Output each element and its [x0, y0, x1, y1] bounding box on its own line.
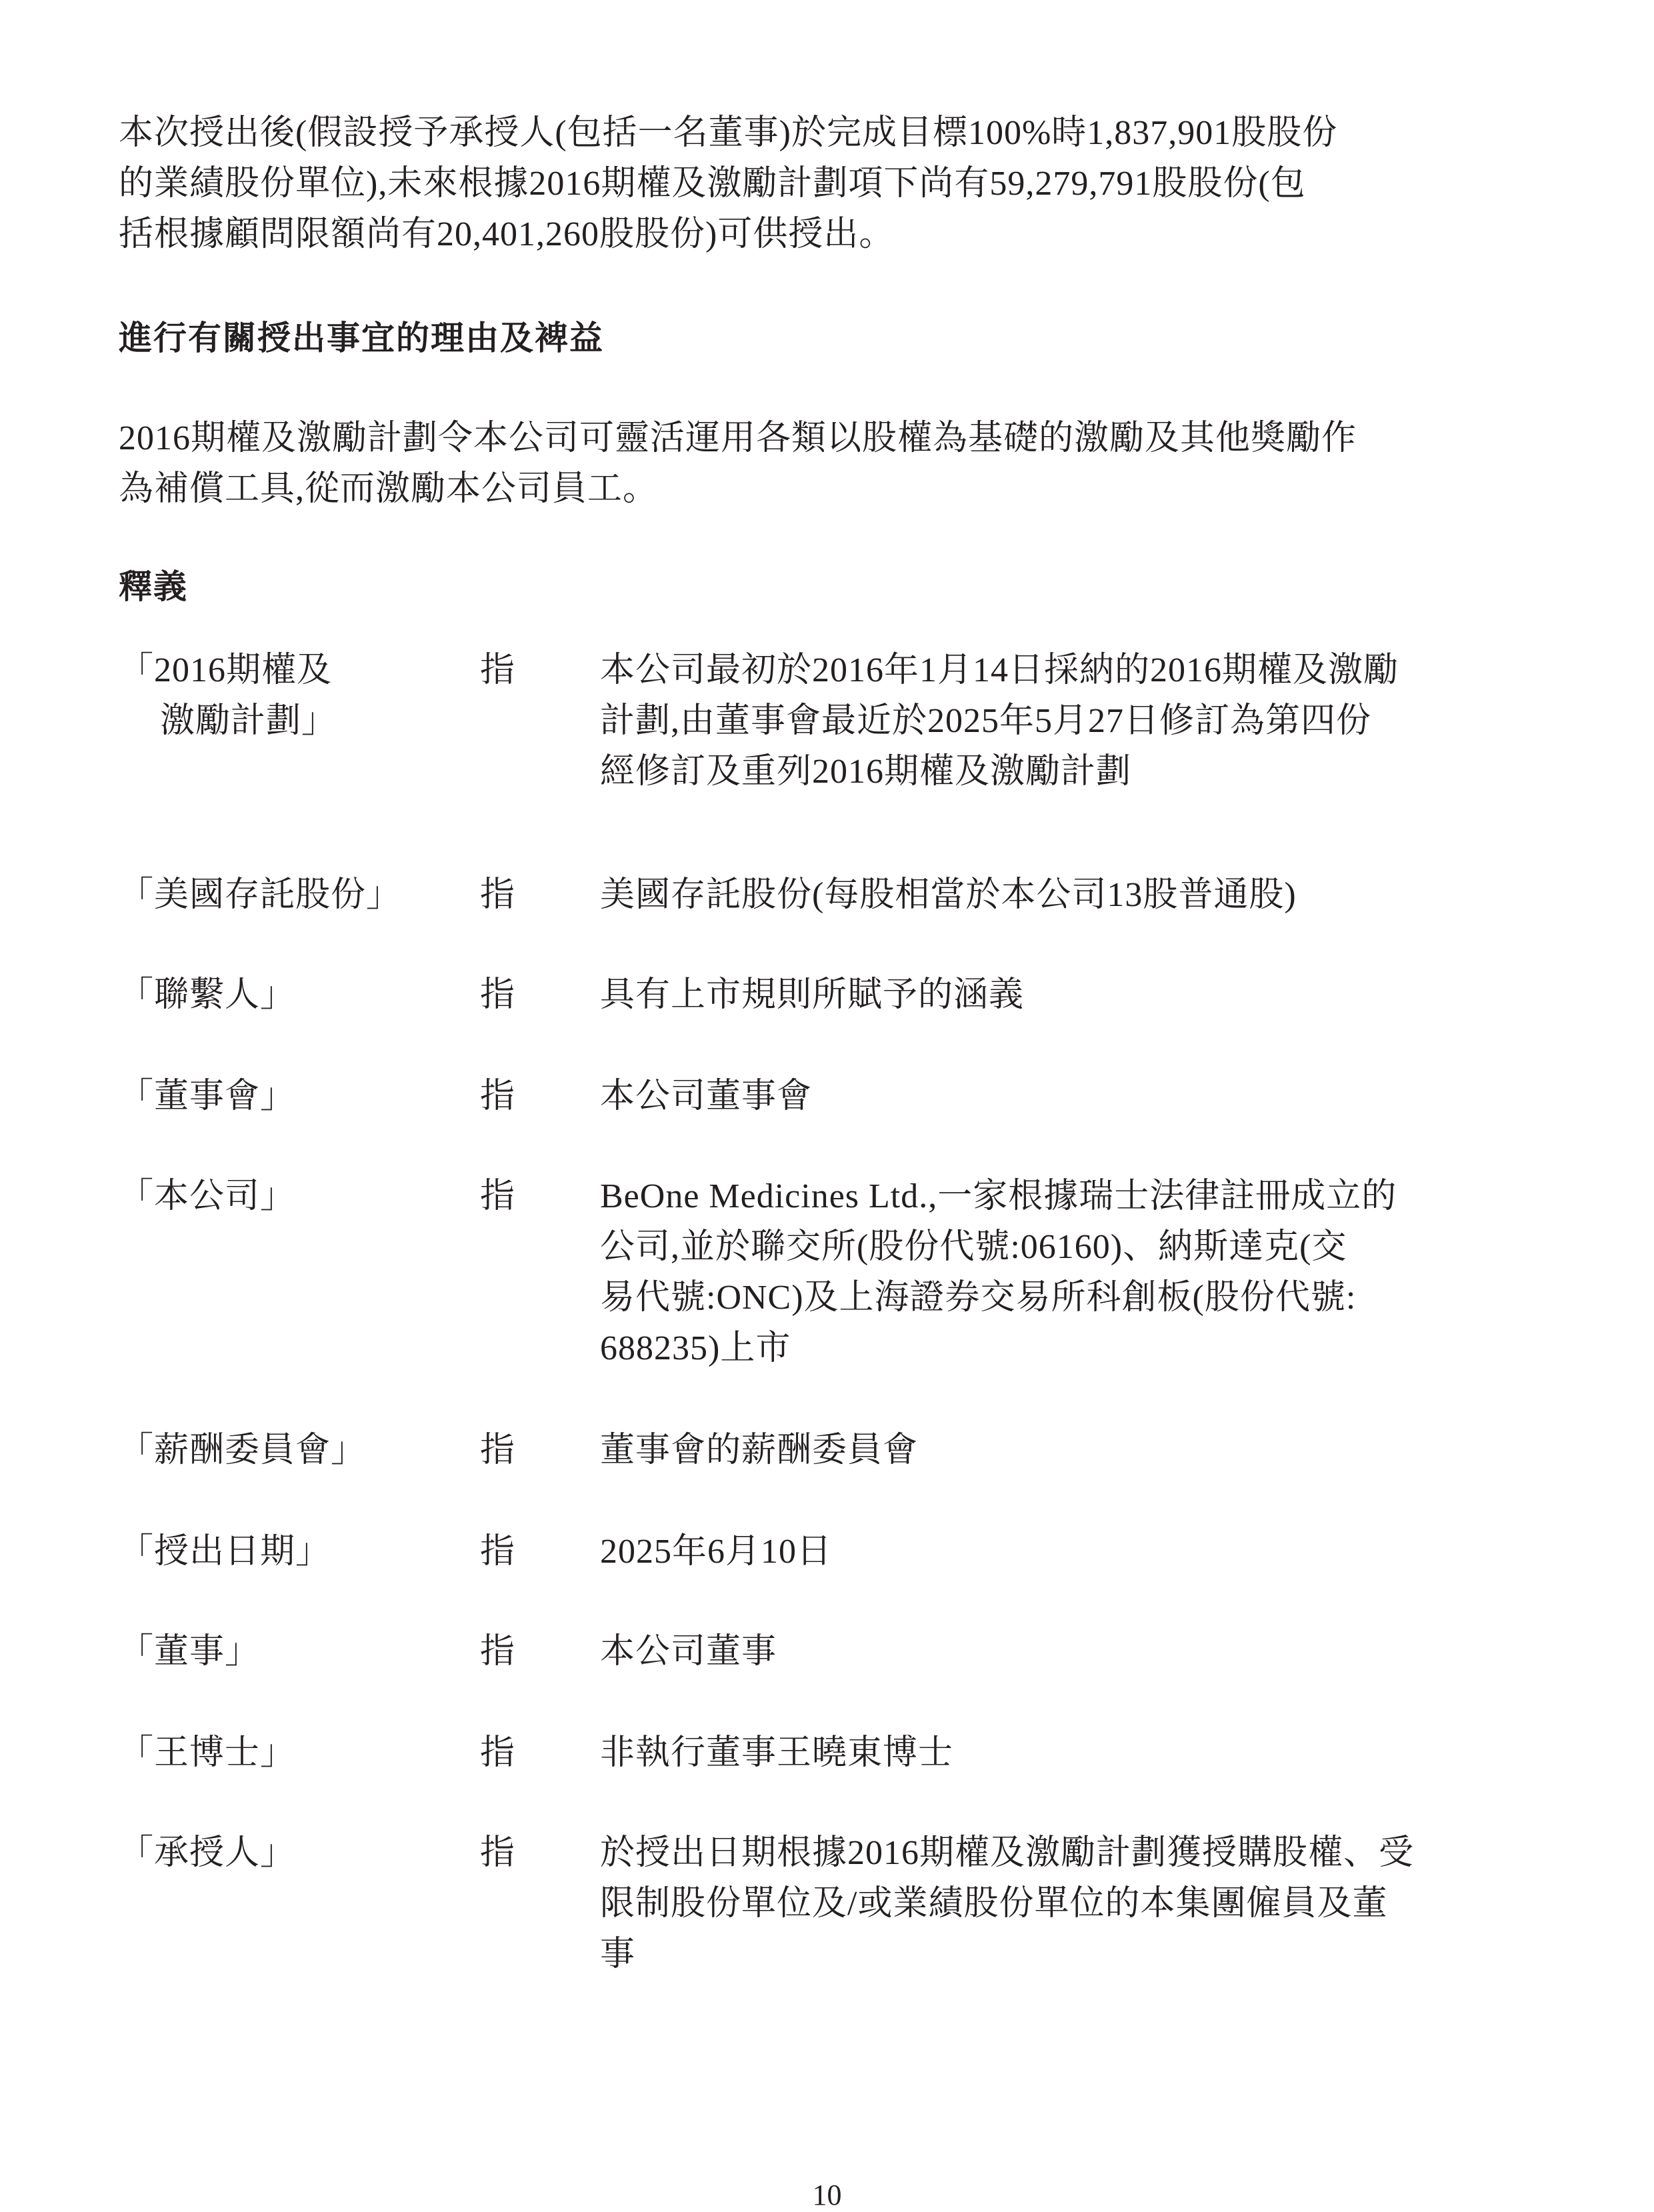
- text-line: 公司,並於聯交所(股份代號:06160)、納斯達克(交: [600, 1228, 1347, 1266]
- text-line: 2025年6月10日: [600, 1533, 833, 1571]
- text-line: 本次授出後(假設授予承授人(包括一名董事)於完成目標100%時1,837,901股股份: [119, 114, 1338, 152]
- text-line: 計劃,由董事會最近於2025年5月27日修訂為第四份: [600, 702, 1372, 740]
- definition-text: [600, 645, 1560, 797]
- text-line: 於授出日期根據2016期權及激勵計劃獲授購股權、受: [600, 1834, 1415, 1872]
- definition-row: [119, 1071, 1559, 1125]
- text-line: 本公司最初於2016年1月14日採納的2016期權及激勵: [600, 651, 1399, 689]
- text-line: 董事會的薪酬委員會: [600, 1431, 919, 1469]
- text-line: 本公司董事: [600, 1633, 777, 1671]
- definition-term: 「承授人」: [119, 1834, 296, 1872]
- means-label: 指: [480, 1533, 515, 1571]
- means-label: 指: [480, 651, 515, 689]
- definition-term: 「聯繫人」: [119, 976, 296, 1014]
- definition-term: 「董事會」: [119, 1077, 296, 1115]
- text-line: 本公司董事會: [600, 1077, 813, 1115]
- text-line: 為補償工具,從而激勵本公司員工。: [119, 470, 659, 508]
- definition-text: [600, 1728, 1560, 1779]
- paragraph-remaining-shares: [119, 108, 1559, 260]
- definition-text: [600, 1627, 1560, 1677]
- means-label: 指: [480, 1177, 515, 1215]
- means-label: 指: [480, 1431, 515, 1469]
- text-line: 事: [600, 1935, 636, 1973]
- text-line: 688235)上市: [600, 1329, 791, 1367]
- section-heading-reasons: 進行有關授出事宜的理由及裨益: [119, 319, 604, 357]
- term-line: 「2016期權及: [119, 651, 333, 689]
- definition-text: [600, 1071, 1560, 1122]
- paragraph-reasons: [119, 413, 1559, 515]
- definition-term: 「王博士」: [119, 1734, 296, 1772]
- definition-row: [119, 645, 1559, 791]
- text-line: 易代號:ONC)及上海證券交易所科創板(股份代號:: [600, 1279, 1357, 1317]
- definition-row: [119, 970, 1559, 1023]
- text-line: 2016期權及激勵計劃令本公司可靈活運用各類以股權為基礎的激勵及其他獎勵作: [119, 419, 1357, 457]
- definition-term: 「本公司」: [119, 1177, 296, 1215]
- means-label: 指: [480, 976, 515, 1014]
- definition-text: [600, 1527, 1560, 1577]
- definition-term: 「薪酬委員會」: [119, 1431, 367, 1469]
- definition-row: [119, 870, 1559, 923]
- definition-term: [119, 645, 452, 747]
- definition-text: [600, 870, 1560, 921]
- term-line: 激勵計劃」: [160, 702, 337, 740]
- definition-row: [119, 1728, 1559, 1781]
- definition-term: 「授出日期」: [119, 1533, 331, 1571]
- text-line: BeOne Medicines Ltd.,一家根據瑞士法律註冊成立的: [600, 1177, 1397, 1215]
- definition-row: [119, 1527, 1559, 1580]
- definition-row: [119, 1828, 1559, 1973]
- text-line: 限制股份單位及/或業績股份單位的本集團僱員及董: [600, 1885, 1388, 1923]
- text-line: 非執行董事王曉東博士: [600, 1734, 954, 1772]
- means-label: 指: [480, 1834, 515, 1872]
- definition-term: 「美國存託股份」: [119, 876, 402, 914]
- page-number: 10: [812, 2179, 842, 2211]
- definition-text: [600, 1425, 1560, 1476]
- definition-row: [119, 1425, 1559, 1479]
- definition-term: 「董事」: [119, 1633, 261, 1671]
- definition-row: [119, 1171, 1559, 1367]
- means-label: 指: [480, 1633, 515, 1671]
- text-line: 括根據顧問限額尚有20,401,260股股份)可供授出。: [119, 215, 895, 253]
- definition-text: [600, 970, 1560, 1021]
- text-line: 經修訂及重列2016期權及激勵計劃: [600, 753, 1132, 791]
- text-line: 美國存託股份(每股相當於本公司13股普通股): [600, 876, 1297, 914]
- text-line: 具有上市規則所賦予的涵義: [600, 976, 1025, 1014]
- means-label: 指: [480, 1734, 515, 1772]
- means-label: 指: [480, 876, 515, 914]
- definition-text: [600, 1828, 1560, 1980]
- definition-row: [119, 1627, 1559, 1680]
- text-line: 的業績股份單位),未來根據2016期權及激勵計劃項下尚有59,279,791股股份(包: [119, 165, 1306, 203]
- means-label: 指: [480, 1077, 515, 1115]
- definition-text: [600, 1171, 1560, 1374]
- section-heading-definitions: 釋義: [119, 567, 188, 606]
